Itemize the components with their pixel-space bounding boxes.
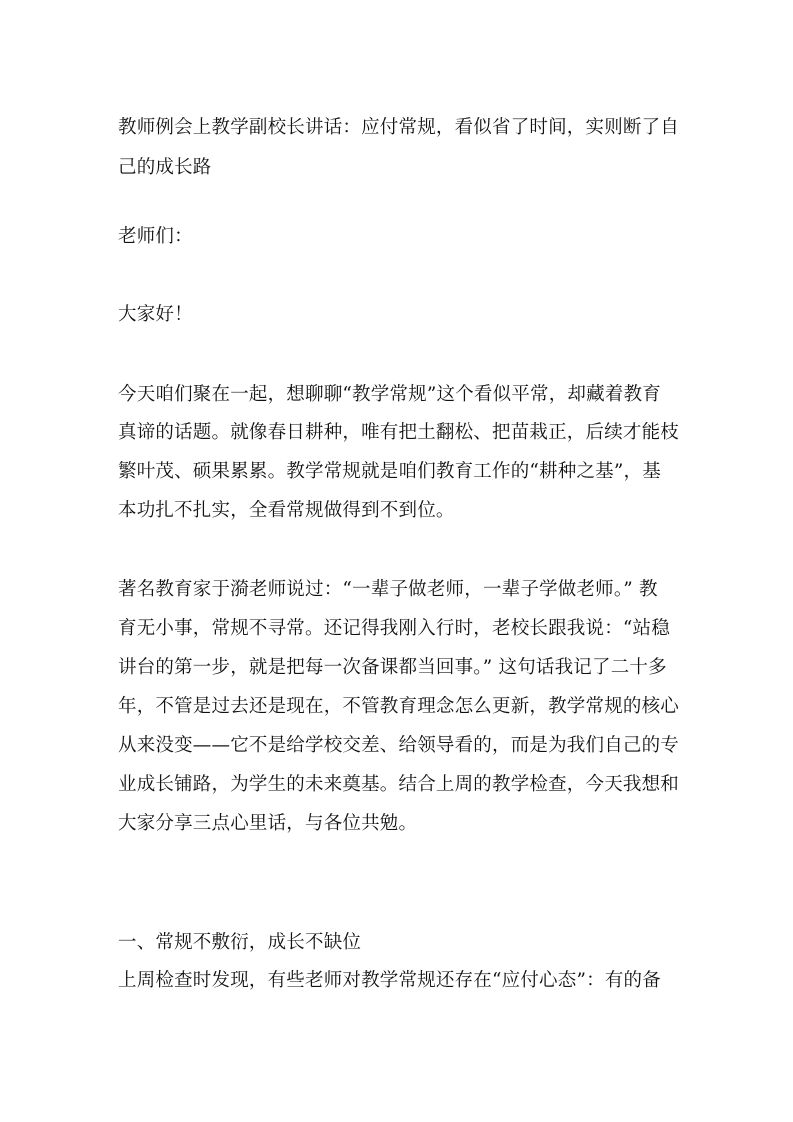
section-1-heading: 一、常规不敷衍，成长不缺位 bbox=[118, 932, 362, 953]
paragraph-1-line: 本功扎不扎实，全看常规做得到不到位。 bbox=[118, 500, 455, 521]
title-line-1: 教师例会上教学副校长讲话：应付常规，看似省了时间，实则断了自 bbox=[118, 117, 680, 138]
paragraph-2-line: 大家分享三点心里话，与各位共勉。 bbox=[118, 813, 418, 834]
title-line-2: 己的成长路 bbox=[118, 157, 212, 178]
paragraph-2-line: 讲台的第一步，就是把每一次备课都当回事。” 这句话我记了二十多 bbox=[118, 657, 667, 678]
paragraph-2-line: 年，不管是过去还是现在，不管教育理念怎么更新，教学常规的核心 bbox=[118, 696, 680, 717]
paragraph-1-line: 繁叶茂、硕果累累。教学常规就是咱们教育工作的“耕种之基”，基 bbox=[118, 461, 661, 482]
paragraph-2-line: 著名教育家于漪老师说过：“一辈子做老师，一辈子学做老师。” 教 bbox=[118, 579, 658, 600]
paragraph-2-line: 育无小事，常规不寻常。还记得我刚入行时，老校长跟我说：“站稳 bbox=[118, 618, 670, 639]
paragraph-2-line: 业成长铺路，为学生的未来奠基。结合上周的教学检查，今天我想和 bbox=[118, 774, 680, 795]
section-1-line: 上周检查时发现，有些老师对教学常规还存在“应付心态”：有的备 bbox=[118, 970, 661, 991]
paragraph-2-line: 从来没变——它不是给学校交差、给领导看的，而是为我们自己的专 bbox=[118, 735, 680, 756]
paragraph-1-line: 今天咱们聚在一起，想聊聊“教学常规”这个看似平常，却藏着教育 bbox=[118, 384, 661, 405]
greeting: 大家好！ bbox=[118, 304, 193, 325]
paragraph-1-line: 真谛的话题。就像春日耕种，唯有把土翻松、把苗栽正，后续才能枝 bbox=[118, 422, 680, 443]
salutation: 老师们： bbox=[118, 226, 193, 247]
